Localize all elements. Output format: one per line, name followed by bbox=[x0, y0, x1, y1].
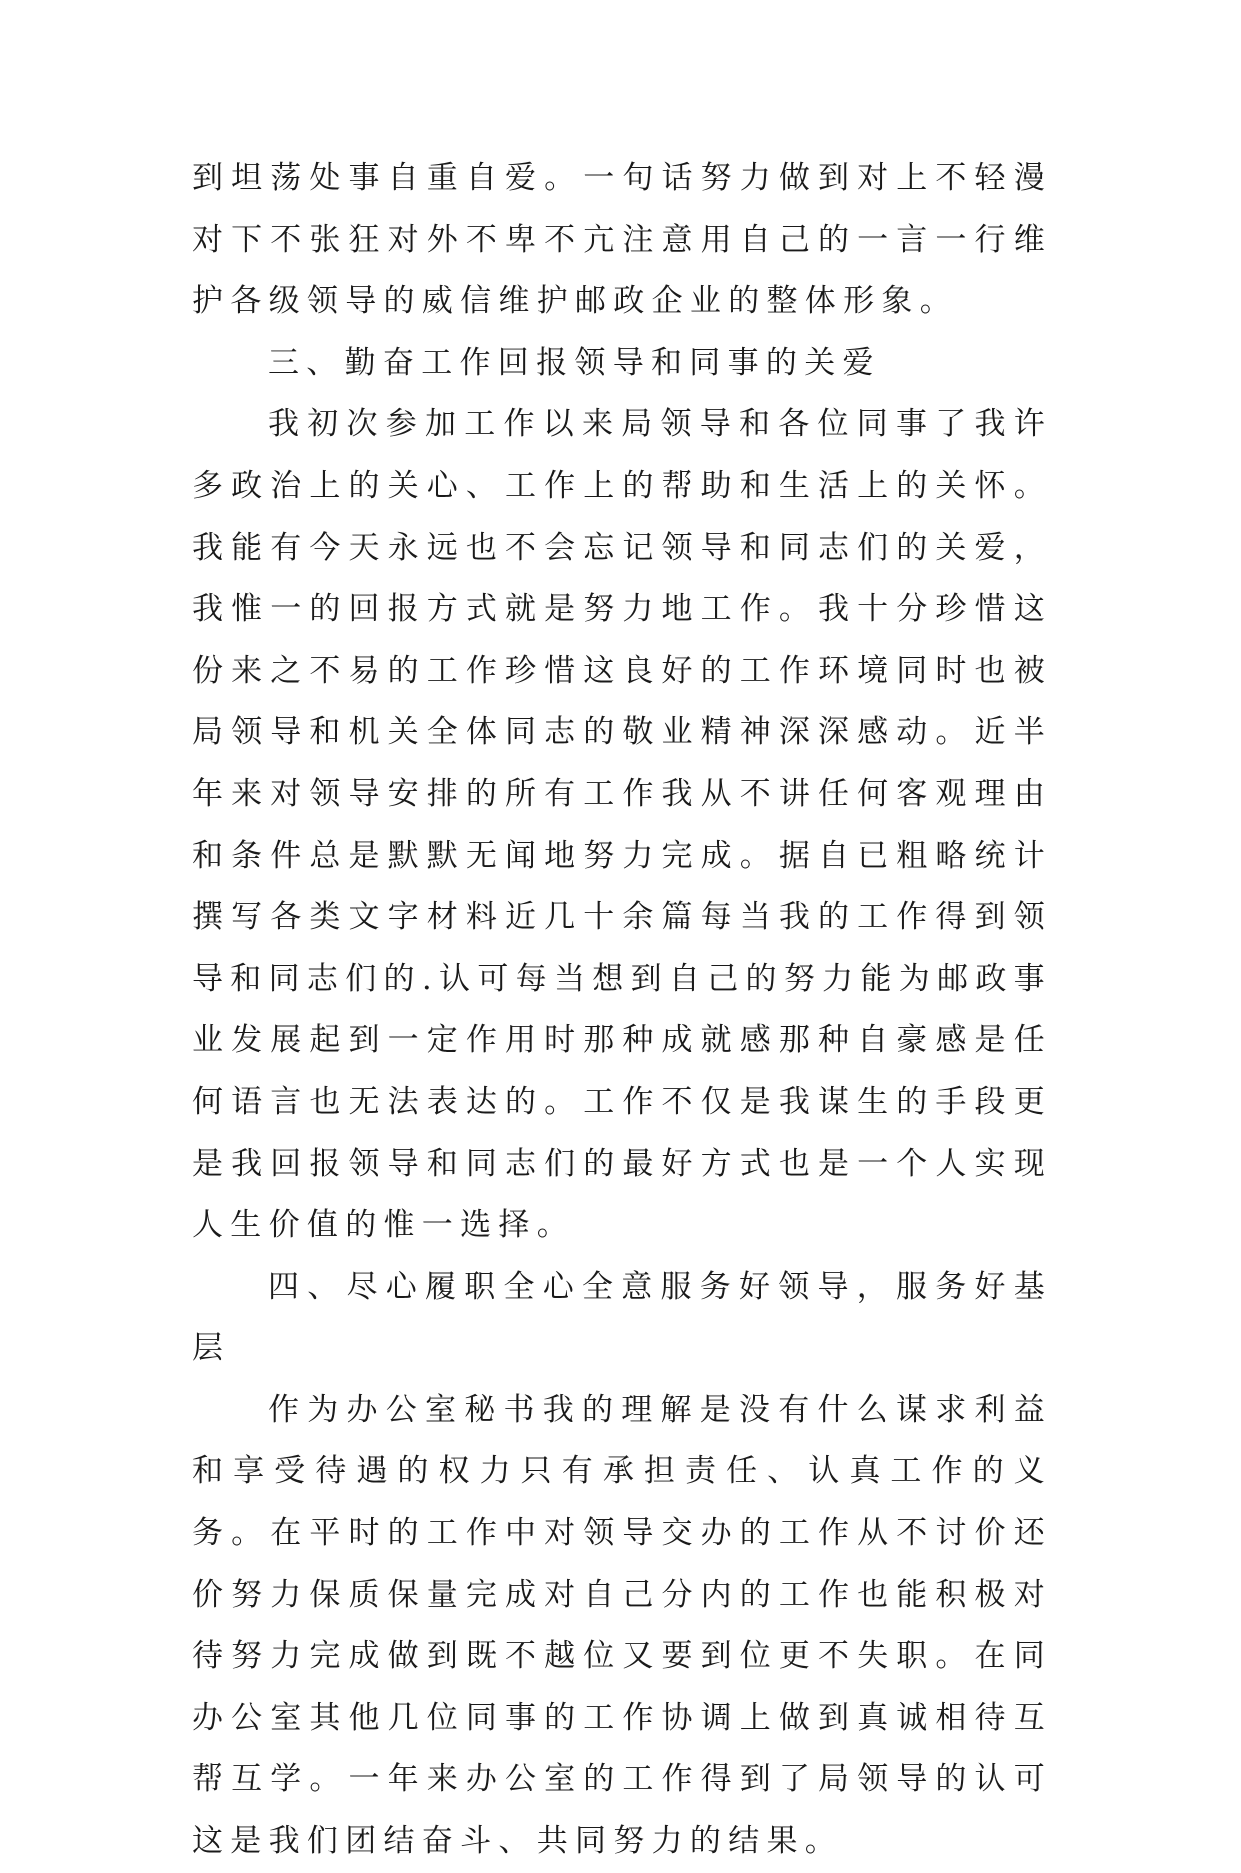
paragraph-continuation: 到坦荡处事自重自爱。一句话努力做到对上不轻漫对下不张狂对外不卑不亢注意用自己的一言一行维护各级领导的威信维护邮政企业的整体形象。 bbox=[192, 160, 1052, 320]
section-heading-4: 四、尽心履职全心全意服务好领导，服务好基层 bbox=[192, 1268, 1052, 1367]
paragraph-section-4-body: 作为办公室秘书我的理解是没有什么谋求利益和享受待遇的权力只有承担责任、认真工作的义务。在平时的工作中对领导交办的工作从不讨价还价努力保质保量完成对自己分内的工作也能积极对待努力完成做到既不越位又要到位更不失职。在同办公室其他几位同事的工作协调上做到真诚相待互帮互学。一年来办公室的工作得到了局领导的认可这是我们团结奋斗、共同努力的结果。 bbox=[192, 1391, 1052, 1860]
document-body bbox=[192, 148, 1052, 1873]
paragraph-section-3-body: 我初次参加工作以来局领导和各位同事了我许多政治上的关心、工作上的帮助和生活上的关怀。我能有今天永远也不会忘记领导和同志们的关爱，我惟一的回报方式就是努力地工作。我十分珍惜这份来之不易的工作珍惜这良好的工作环境同时也被局领导和机关全体同志的敬业精神深深感动。近半年来对领导安排的所有工作我从不讲任何客观理由和条件总是默默无闻地努力完成。据自已粗略统计撰写各类文字材料近几十余篇每当我的工作得到领导和同志们的.认可每当想到自己的努力能为邮政事业发展起到一定作用时那种成就感那种自豪感是任何语言也无法表达的。工作不仅是我谋生的手段更是我回报领导和同志们的最好方式也是一个人实现人生价值的惟一选择。 bbox=[192, 406, 1052, 1244]
section-heading-3: 三、勤奋工作回报领导和同事的关爱 bbox=[268, 344, 881, 381]
